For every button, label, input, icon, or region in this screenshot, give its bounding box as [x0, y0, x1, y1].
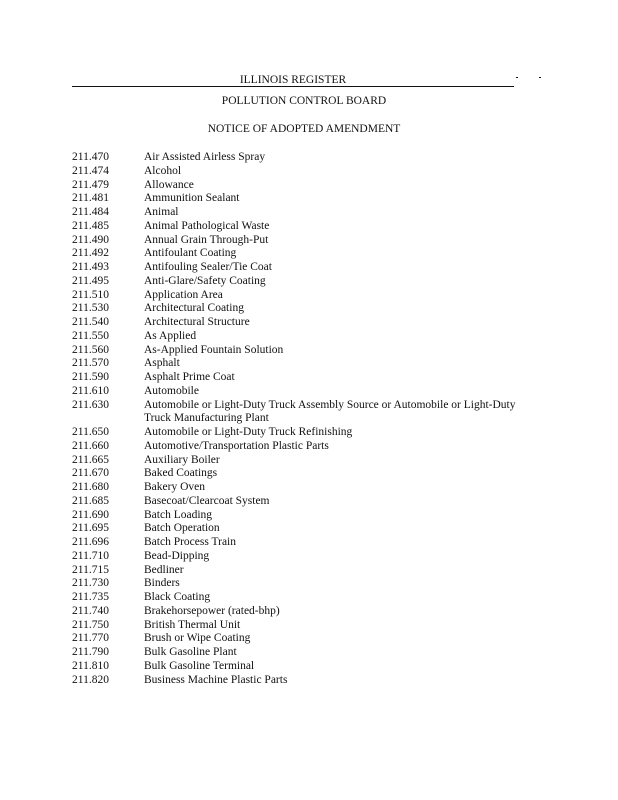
section-number: 211.690 — [72, 508, 109, 521]
section-term: Antifoulant Coating — [144, 247, 237, 260]
section-row — [72, 522, 542, 536]
section-number: 211.810 — [72, 659, 109, 672]
register-header — [72, 74, 514, 87]
section-row — [72, 577, 542, 591]
section-term: Automotive/Transportation Plastic Parts — [144, 439, 329, 452]
section-number: 211.770 — [72, 632, 109, 645]
section-number: 211.610 — [72, 384, 109, 397]
section-term: Architectural Coating — [144, 302, 244, 315]
section-number: 211.590 — [72, 371, 109, 383]
section-row — [72, 481, 542, 495]
header-mark — [539, 77, 541, 78]
section-row — [72, 344, 542, 358]
section-number: 211.820 — [72, 673, 109, 686]
section-term: Auxiliary Boiler — [144, 453, 220, 466]
section-row — [72, 206, 542, 220]
section-number: 211.479 — [72, 178, 109, 191]
section-term: Business Machine Plastic Parts — [144, 673, 288, 686]
section-row — [72, 399, 542, 427]
section-row — [72, 454, 542, 468]
section-row — [72, 619, 542, 633]
section-row — [72, 509, 542, 523]
section-term: Batch Operation — [144, 522, 220, 535]
section-term: Basecoat/Clearcoat System — [144, 494, 270, 507]
section-row — [72, 151, 542, 165]
section-term: Allowance — [144, 178, 194, 191]
section-term: Binders — [144, 577, 180, 590]
section-number: 211.550 — [72, 329, 109, 342]
section-row — [72, 247, 542, 261]
section-number: 211.540 — [72, 316, 109, 328]
section-row — [72, 674, 542, 688]
section-row — [72, 536, 542, 550]
section-term: Bulk Gasoline Terminal — [144, 659, 255, 672]
section-row — [72, 564, 542, 578]
section-term: Asphalt Prime Coat — [144, 371, 235, 383]
section-number: 211.570 — [72, 357, 109, 370]
section-row — [72, 165, 542, 179]
section-row — [72, 632, 542, 646]
section-number: 211.510 — [72, 288, 109, 301]
section-term: Batch Loading — [144, 508, 213, 521]
section-row — [72, 591, 542, 605]
section-row — [72, 371, 542, 385]
section-row — [72, 495, 542, 509]
section-term: As Applied — [144, 329, 197, 342]
section-number: 211.670 — [72, 467, 109, 480]
section-number: 211.470 — [72, 151, 109, 163]
section-number: 211.750 — [72, 618, 109, 631]
section-number: 211.490 — [72, 233, 109, 246]
section-row — [72, 316, 542, 330]
section-row — [72, 605, 542, 619]
section-number: 211.660 — [72, 439, 109, 452]
section-number: 211.665 — [72, 453, 109, 466]
section-term: Architectural Structure — [144, 316, 250, 328]
section-row — [72, 550, 542, 564]
section-number: 211.560 — [72, 343, 109, 356]
section-term: Bakery Oven — [144, 481, 205, 493]
section-term: Automobile or Light-Duty Truck Assembly Source or Automobile or Light-Duty Truck Manufacturing Plant — [144, 398, 516, 425]
section-row — [72, 234, 542, 248]
section-term: Brush or Wipe Coating — [144, 632, 251, 645]
section-term: Bulk Gasoline Plant — [144, 646, 237, 658]
notice-title: NOTICE OF ADOPTED AMENDMENT — [207, 123, 401, 135]
section-term: Black Coating — [144, 591, 211, 603]
section-term: Asphalt — [144, 357, 180, 370]
section-term: Ammunition Sealant — [144, 192, 240, 205]
section-row — [72, 426, 542, 440]
section-term: British Thermal Unit — [144, 618, 241, 631]
section-term: Animal Pathological Waste — [144, 219, 270, 232]
section-term: Air Assisted Airless Spray — [144, 151, 266, 163]
section-number: 211.715 — [72, 563, 109, 576]
section-number: 211.485 — [72, 219, 109, 232]
section-number: 211.530 — [72, 302, 109, 315]
section-list — [72, 151, 542, 687]
section-term: Anti-Glare/Safety Coating — [144, 274, 266, 287]
section-number: 211.790 — [72, 646, 109, 658]
header-rule-right — [352, 85, 514, 87]
section-number: 211.710 — [72, 549, 109, 562]
section-term: Bedliner — [144, 563, 184, 576]
section-row — [72, 220, 542, 234]
section-number: 211.740 — [72, 604, 109, 617]
section-number: 211.650 — [72, 426, 109, 438]
register-title: ILLINOIS REGISTER — [234, 74, 352, 87]
section-term: Annual Grain Through-Put — [144, 233, 269, 246]
section-row — [72, 385, 542, 399]
section-term: Baked Coatings — [144, 467, 218, 480]
section-number: 211.685 — [72, 494, 109, 507]
section-number: 211.495 — [72, 274, 109, 287]
section-row — [72, 302, 542, 316]
section-row — [72, 330, 542, 344]
section-row — [72, 275, 542, 289]
section-row — [72, 646, 542, 660]
header-rule-left — [72, 85, 234, 87]
section-term: As-Applied Fountain Solution — [144, 343, 284, 356]
section-term: Alcohol — [144, 164, 182, 177]
section-number: 211.484 — [72, 206, 109, 218]
section-row — [72, 289, 542, 303]
section-term: Animal — [144, 206, 179, 218]
section-term: Automobile or Light-Duty Truck Refinishing — [144, 426, 353, 438]
section-term: Application Area — [144, 288, 223, 301]
section-row — [72, 192, 542, 206]
section-term: Bead-Dipping — [144, 549, 210, 562]
section-number: 211.680 — [72, 481, 109, 493]
section-term: Automobile — [144, 384, 199, 397]
board-title: POLLUTION CONTROL BOARD — [221, 95, 387, 107]
section-number: 211.696 — [72, 536, 109, 548]
section-number: 211.481 — [72, 192, 109, 205]
section-number: 211.730 — [72, 577, 109, 590]
section-row — [72, 261, 542, 275]
section-number: 211.735 — [72, 591, 109, 603]
section-row — [72, 440, 542, 454]
section-row — [72, 467, 542, 481]
header-mark — [516, 77, 518, 78]
section-row — [72, 660, 542, 674]
section-number: 211.474 — [72, 164, 109, 177]
section-term: Antifouling Sealer/Tie Coat — [144, 261, 272, 273]
section-term: Batch Process Train — [144, 536, 236, 548]
section-number: 211.630 — [72, 398, 109, 411]
section-term: Brakehorsepower (rated-bhp) — [144, 604, 280, 617]
section-number: 211.695 — [72, 522, 109, 535]
section-row — [72, 179, 542, 193]
section-number: 211.492 — [72, 247, 109, 260]
section-number: 211.493 — [72, 261, 109, 273]
section-row — [72, 357, 542, 371]
